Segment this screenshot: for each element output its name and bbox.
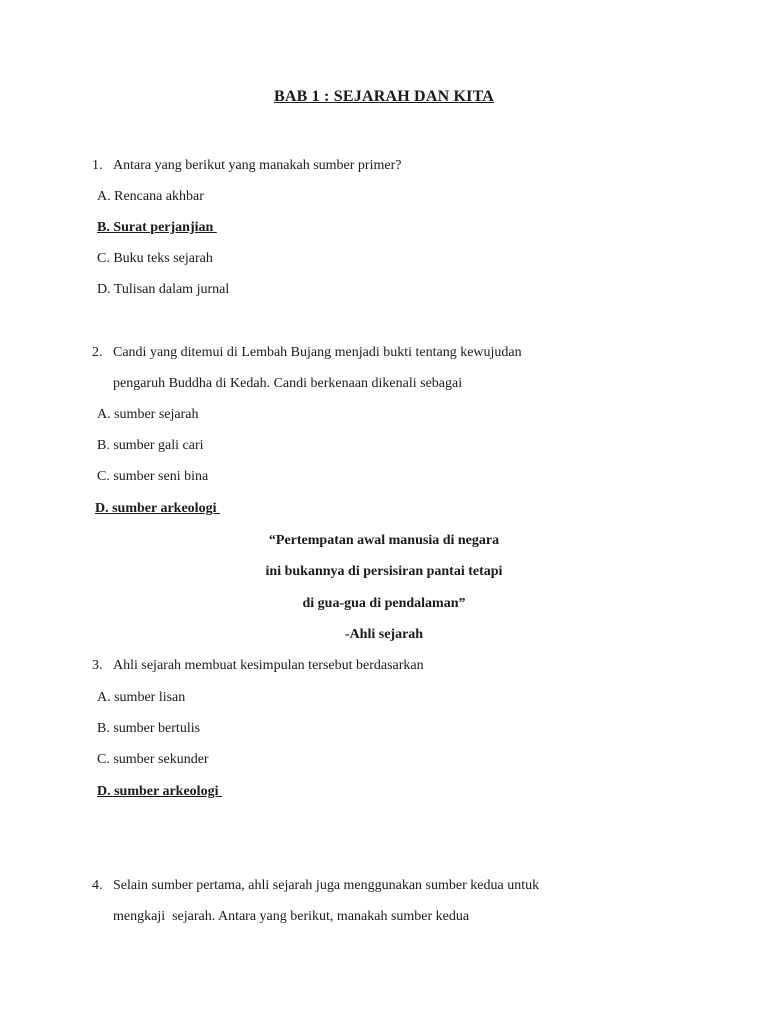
question-3-text xyxy=(92,657,424,675)
question-4-text-continued: mengkaji sejarah. Antara yang berikut, manakah sumber kedua xyxy=(113,909,470,924)
question-1-option-a: A. Rencana akhbar xyxy=(97,189,204,204)
document-title: BAB 1 : SEJARAH DAN KITA xyxy=(273,88,495,105)
question-line: Antara yang berikut yang manakah sumber primer? xyxy=(113,158,402,173)
question-1-option-b-answer: B. Surat perjanjian xyxy=(97,220,217,235)
question-2-option-c: C. sumber seni bina xyxy=(97,469,209,484)
question-line: Candi yang ditemui di Lembah Bujang menjadi bukti tentang kewujudan xyxy=(113,345,522,360)
question-1-text xyxy=(92,157,401,175)
question-3-option-b: B. sumber bertulis xyxy=(97,721,201,736)
question-3-option-d-answer: D. sumber arkeologi xyxy=(97,784,222,799)
question-number: 1. xyxy=(92,158,103,173)
question-1-option-d: D. Tulisan dalam jurnal xyxy=(97,282,230,297)
question-number: 4. xyxy=(92,878,103,893)
question-3-option-a: A. sumber lisan xyxy=(97,690,186,705)
quote-line-1: “Pertempatan awal manusia di negara xyxy=(268,533,500,548)
question-2-text-continued: pengaruh Buddha di Kedah. Candi berkenaan dikenali sebagai xyxy=(113,376,463,391)
question-line: Ahli sejarah membuat kesimpulan tersebut berdasarkan xyxy=(113,658,424,673)
question-3-option-c: C. sumber sekunder xyxy=(97,752,209,767)
question-number: 3. xyxy=(92,658,103,673)
question-number: 2. xyxy=(92,345,103,360)
question-1-option-c: C. Buku teks sejarah xyxy=(97,251,213,266)
quote-line-3: di gua-gua di pendalaman” xyxy=(302,596,466,611)
question-2-option-d-answer: D. sumber arkeologi xyxy=(95,501,220,516)
question-2-text xyxy=(92,344,522,362)
quote-line-2: ini bukannya di persisiran pantai tetapi xyxy=(265,564,503,579)
question-4-text xyxy=(92,877,539,895)
quote-attribution: -Ahli sejarah xyxy=(344,627,424,642)
question-2-option-b: B. sumber gali cari xyxy=(97,438,204,453)
question-line: Selain sumber pertama, ahli sejarah juga menggunakan sumber kedua untuk xyxy=(113,878,540,893)
question-2-option-a: A. sumber sejarah xyxy=(97,407,199,422)
